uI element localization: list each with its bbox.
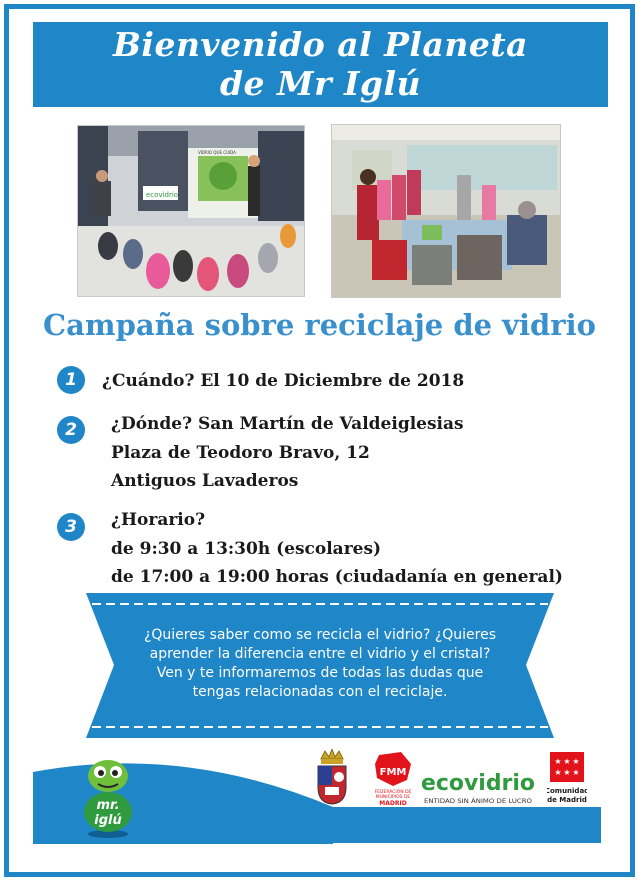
comunidad-text-1: Comunidad <box>547 787 587 795</box>
step-3-number: 3 <box>57 513 85 541</box>
comunidad-madrid-logo <box>547 750 587 806</box>
step-3-line: de 9:30 a 13:30h (escolares) <box>111 538 382 559</box>
step-1-number: 1 <box>57 366 85 394</box>
svg-text:★: ★ <box>554 768 562 777</box>
banner-line: Ven y te informaremos de todas las dudas que <box>156 665 484 681</box>
banner-line: tengas relacionadas con el reciclaje. <box>192 684 448 700</box>
activity-photo <box>331 124 561 298</box>
comunidad-text-2: de Madrid <box>547 796 587 804</box>
step-2-line: Antiguos Lavaderos <box>111 471 299 491</box>
ecovidrio-banner-text: ecovidrio <box>146 191 179 199</box>
title-line-1: Bienvenido al Planeta <box>113 25 528 64</box>
step-3-line: ¿Horario? <box>111 510 206 530</box>
svg-text:★: ★ <box>563 757 571 766</box>
step-3-text <box>111 506 563 592</box>
mascot-text-2: iglú <box>94 813 122 828</box>
step-3-line: de 17:00 a 19:00 horas (ciudadanía en general) <box>111 567 563 587</box>
banner-line: ¿Quieres saber como se recicla el vidrio? ¿Quieres <box>143 627 497 643</box>
fmm-text-1: FEDERACIÓN DE <box>374 790 412 795</box>
mascot-text-1: mr. <box>96 798 120 813</box>
poster-text: VIDRIO QUE CUIDA <box>198 150 236 155</box>
step-2-line: ¿Dónde? San Martín de Valdeiglesias <box>111 414 464 434</box>
step-1-text <box>102 367 464 396</box>
fmm-text-2: MUNICIPIOS DE <box>375 795 411 800</box>
banner-text <box>86 626 554 702</box>
fmm-mark: FMM <box>379 767 407 778</box>
svg-text:★: ★ <box>563 768 571 777</box>
banner-line: aprender la diferencia entre el vidrio y el cristal? <box>149 646 491 662</box>
svg-text:★: ★ <box>554 757 562 766</box>
ecovidrio-wordmark: ecovidrio <box>421 771 535 796</box>
fmm-text-3: MADRID <box>379 800 407 807</box>
step-1-line: ¿Cuándo? El 10 de Diciembre de 2018 <box>102 371 465 391</box>
step-2-number: 2 <box>57 416 85 444</box>
step-2-line: Plaza de Teodoro Bravo, 12 <box>111 442 370 463</box>
title-banner <box>33 22 608 107</box>
svg-text:★: ★ <box>572 757 580 766</box>
classroom-photo <box>77 125 305 297</box>
step-2-text <box>111 410 464 496</box>
ecovidrio-subtitle: ENTIDAD SIN ÁNIMO DE LUCRO <box>424 797 526 805</box>
fmm-logo <box>373 750 413 808</box>
title-line-2: de Mr Iglú <box>219 64 421 103</box>
info-banner <box>86 593 554 738</box>
svg-text:★: ★ <box>572 768 580 777</box>
ecovidrio-logo <box>419 768 537 808</box>
campaign-title: Campaña sobre reciclaje de vidrio <box>43 308 596 342</box>
coat-of-arms-logo <box>315 749 349 805</box>
mr-iglu-logo <box>78 754 138 840</box>
